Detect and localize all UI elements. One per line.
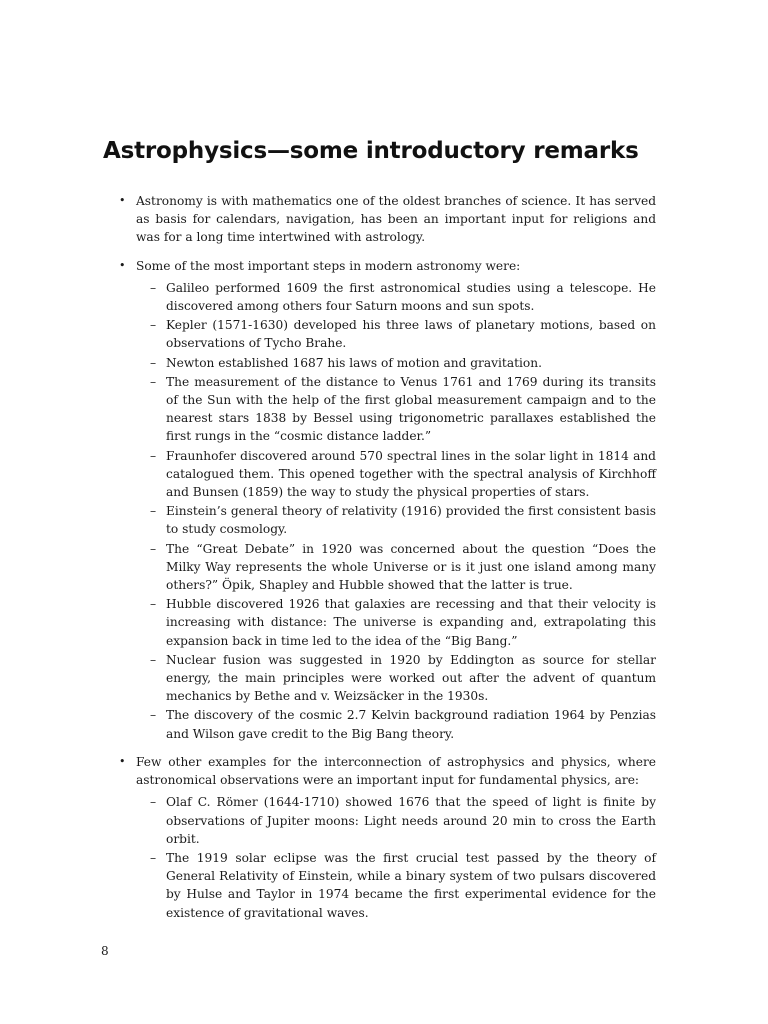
bullet-item: [116, 257, 656, 743]
bullet-icon: •: [119, 754, 126, 768]
bullet-icon: •: [119, 258, 126, 272]
bullet-item: [116, 753, 656, 922]
sub-list: [136, 793, 656, 921]
sub-item: [136, 706, 656, 742]
sub-item: [136, 502, 656, 538]
sub-item-text: Galileo performed 1609 the first astronomical studies using a telescope. He discovered among others four Saturn moons and sun spots.: [166, 280, 656, 314]
sub-list: [136, 279, 656, 743]
sub-item: [136, 279, 656, 315]
sub-item-text: Hubble discovered 1926 that galaxies are recessing and that their velocity is increasing with distance: The universe is expanding and, extrapolating this expansion back in time led to the idea of the “Big Bang.”: [166, 597, 656, 648]
sub-item-text: Einstein’s general theory of relativity (1916) provided the first consistent basis to study cosmology.: [166, 504, 656, 537]
dash-icon: –: [150, 448, 157, 463]
dash-icon: –: [150, 318, 157, 333]
bullet-list: [116, 192, 656, 922]
sub-item-text: The discovery of the cosmic 2.7 Kelvin background radiation 1964 by Penzias and Wilson gave credit to the Big Bang theory.: [166, 708, 656, 741]
sub-item-text: Kepler (1571-1630) developed his three laws of planetary motions, based on observations of Tycho Brahe.: [166, 318, 656, 351]
sub-item-text: Nuclear fusion was suggested in 1920 by Eddington as source for stellar energy, the main principles were worked out after the advent of quantum mechanics by Bethe and v. Weizsäcker in the 1930s.: [166, 652, 656, 704]
bullet-text: Astronomy is with mathematics one of the oldest branches of science. It has served as basis for calendars, navigation, has been an important input for religions and was for a long time intertwined with astrology.: [136, 194, 656, 245]
sub-item: [136, 354, 656, 372]
page-title: Astrophysics—some introductory remarks: [103, 138, 639, 164]
sub-item: [136, 793, 656, 848]
sub-item-text: The 1919 solar eclipse was the first crucial test passed by the theory of General Relativity of Einstein, while a binary system of two pulsars discovered by Hulse and Taylor in 1974 became the first experimental evidence for the existence of gravitational waves.: [166, 850, 656, 920]
bullet-text: Some of the most important steps in modern astronomy were:: [136, 258, 521, 273]
sub-item: [136, 651, 656, 706]
dash-icon: –: [150, 280, 157, 295]
sub-item-text: The measurement of the distance to Venus 1761 and 1769 during its transits of the Sun with the help of the first global measurement campaign and to the nearest stars 1838 by Bessel using trigonometric parallaxes established the first rungs in the “cosmic distance ladder.”: [166, 374, 656, 444]
sub-item: [136, 540, 656, 595]
sub-item-text: Olaf C. Römer (1644-1710) showed 1676 that the speed of light is finite by observations of Jupiter moons: Light needs around 20 min to cross the Earth orbit.: [166, 795, 656, 846]
sub-item: [136, 373, 656, 446]
sub-item: [136, 316, 656, 352]
dash-icon: –: [150, 541, 157, 556]
sub-item-text: The “Great Debate” in 1920 was concerned about the question “Does the Milky Way represents the whole Universe or is it just one island among many others?” Öpik, Shapley and Hubble showed that the latter is true.: [166, 541, 656, 593]
bullet-text: Few other examples for the interconnection of astrophysics and physics, where astronomical observations were an important input for fundamental physics, are:: [136, 754, 656, 788]
sub-item: [136, 849, 656, 922]
dash-icon: –: [150, 708, 157, 723]
bullet-item: [116, 192, 656, 247]
body-text: [116, 192, 656, 932]
dash-icon: –: [150, 850, 157, 865]
page-number: 8: [101, 944, 109, 958]
dash-icon: –: [150, 374, 157, 389]
bullet-icon: •: [119, 194, 126, 207]
sub-item: [136, 595, 656, 650]
sub-item: [136, 447, 656, 502]
dash-icon: –: [150, 652, 157, 667]
dash-icon: –: [150, 504, 157, 519]
dash-icon: –: [150, 597, 157, 612]
sub-item-text: Fraunhofer discovered around 570 spectral lines in the solar light in 1814 and catalogued them. This opened together with the spectral analysis of Kirchhoff and Bunsen (1859) the way to study the physical properties of stars.: [166, 448, 656, 500]
sub-item-text: Newton established 1687 his laws of motion and gravitation.: [166, 355, 542, 370]
dash-icon: –: [150, 795, 157, 810]
dash-icon: –: [150, 355, 157, 370]
